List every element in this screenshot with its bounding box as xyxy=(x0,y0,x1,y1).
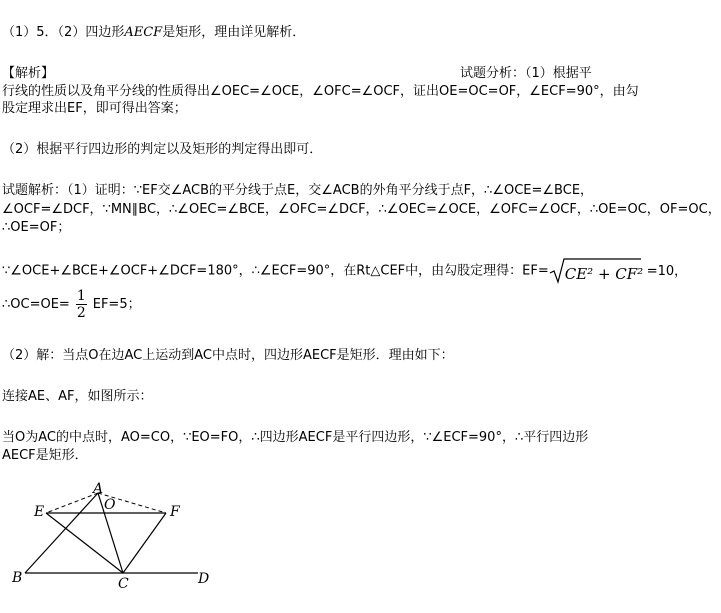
fraction-half xyxy=(76,289,87,321)
solution-line-5 xyxy=(2,288,141,322)
line-5-post: EF=5； xyxy=(92,297,141,312)
square-root xyxy=(549,258,644,284)
line-4-post: =10， xyxy=(646,263,688,279)
part2-line-3: 当O为AC的中点时，AO=CO，∵EO=FO，∴四边形AECF是平行四边形，∵∠ECF=90°，∴平行四边形 xyxy=(2,430,589,445)
label-e: E xyxy=(34,504,45,520)
label-d: D xyxy=(198,571,210,587)
line-5-pre: ∴OC=OE= xyxy=(2,297,70,312)
part2-line-1: （2）解：当点O在边AC上运动到AC中点时，四边形AECF是矩形．理由如下： xyxy=(2,348,454,363)
label-a: A xyxy=(93,481,104,497)
label-f: F xyxy=(170,504,180,520)
solution-line-2: ∠OCF=∠DCF，∵MN∥BC，∴∠OEC=∠BCE，∠OFC=∠DCF，∴∠OEC=∠OCE，∠OFC=∠OCF，∴OE=OC，OF=OC， xyxy=(2,202,721,217)
label-o: O xyxy=(104,497,116,513)
fraction-numerator: 1 xyxy=(76,287,86,304)
analysis-label: 试题分析：（1）根据平 xyxy=(460,66,592,81)
dashed-ae xyxy=(46,493,98,513)
label-b: B xyxy=(12,570,23,586)
radicand: CE² + CF² xyxy=(564,265,644,283)
solution-line-4 xyxy=(2,258,687,285)
solution-line-3: ∴OE=OF； xyxy=(2,220,71,235)
answer-suffix: 是矩形，理由详见解析． xyxy=(162,25,306,40)
analysis-line-2: 股定理求出EF，即可得出答案； xyxy=(2,101,187,116)
answer-header xyxy=(2,25,305,41)
analysis-line-1: 行线的性质以及角平分线的性质得出∠OEC=∠OCE，∠OFC=∠OCF，证出OE=OC=OF，∠ECF=90°，由勾 xyxy=(2,84,639,99)
fraction-denominator: 2 xyxy=(76,304,86,321)
analysis-line-3: （2）根据平行四边形的判定以及矩形的判定得出即可． xyxy=(2,142,323,157)
part2-line-2: 连接AE、AF，如图所示： xyxy=(2,389,153,404)
label-c: C xyxy=(118,576,129,592)
answer-prefix: （1）5．（2）四边形 xyxy=(2,25,125,40)
solution-line-1: 试题解析：（1）证明：∵EF交∠ACB的平分线于点E，交∠ACB的外角平分线于点F，∴∠OCE=∠BCE， xyxy=(2,183,594,198)
analysis-tag: 【解析】 xyxy=(2,66,55,81)
part2-line-4: AECF是矩形． xyxy=(2,448,88,463)
line-4-pre: ∵∠OCE+∠BCE+∠OCF+∠DCF=180°，∴∠ECF=90°，在Rt△CEF中，由勾股定理得：EF= xyxy=(2,263,549,279)
line-ec xyxy=(46,513,123,573)
line-fc xyxy=(123,513,166,573)
answer-shape: AECF xyxy=(124,25,163,40)
geometry-figure xyxy=(8,481,223,599)
